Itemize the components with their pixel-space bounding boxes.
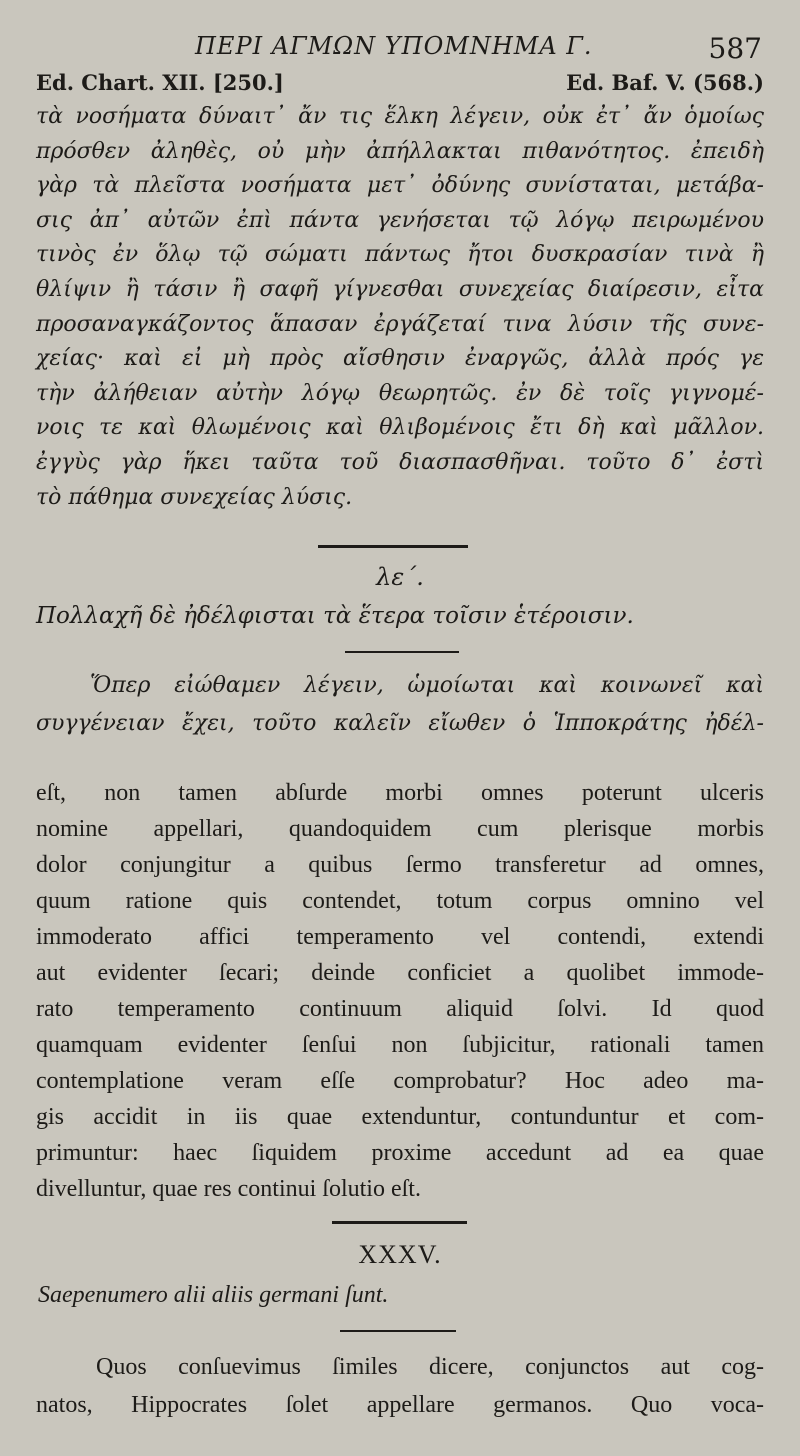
section-divider-rule (332, 1221, 467, 1224)
latin-text-line: gis accidit in iis quae extenduntur, contunduntur et com- (36, 1104, 764, 1130)
latin-commentary-line: Quos conſuevimus ſimiles dicere, conjunctos aut cog- (96, 1354, 764, 1380)
greek-commentary (36, 667, 764, 743)
greek-text-line: τὸ πάθημα συνεχείας λύσις. (36, 484, 353, 510)
running-head-title: ΠΕΡΙ ΑΓΜΩΝ ΥΠΟΜΝΗΜΑ Γ. (195, 32, 593, 60)
greek-text-line: πρόσθεν ἀληθὲς, οὐ μὴν ἀπήλλακται πιθανότητος. ἐπειδὴ (36, 138, 764, 164)
greek-commentary-line: συγγένειαν ἔχει, τοῦτο καλεῖν εἴωθεν ὁ Ἱπποκράτης ἠδέλ- (36, 711, 764, 736)
greek-text-line: τινὸς ἐν ὅλῳ τῷ σώματι πάντως ἤτοι δυσκρασίαν τινὰ ἢ (36, 242, 764, 268)
greek-commentary-line: Ὅπερ εἰώθαμεν λέγειν, ὡμοίωται καὶ κοινωνεῖ καὶ (90, 673, 764, 698)
latin-text-line: aut evidenter ſecari; deinde conficiet a quolibet immode- (36, 960, 764, 986)
page-number: 587 (708, 32, 762, 65)
edition-reference-line (36, 70, 764, 100)
edition-reference-basel: Ed. Baf. V. (568.) (566, 70, 764, 95)
latin-text-line: eſt, non tamen abſurde morbi omnes poterunt ulceris (36, 780, 764, 806)
greek-text-line: ἐγγὺς γὰρ ἥκει ταῦτα τοῦ διασπασθῆναι. τοῦτο δ᾽ ἐστὶ (36, 449, 764, 475)
greek-text-line: χείας· καὶ εἰ μὴ πρὸς αἴσθησιν ἐναργῶς, ἀλλὰ πρός γε (36, 346, 764, 372)
latin-text-line: primuntur: haec ſiquidem proxime accedunt ad ea quae (36, 1140, 764, 1166)
latin-text-line: quamquam evidenter ſenſui non ſubjicitur, rationali tamen (36, 1032, 764, 1058)
lemma-divider-rule (345, 651, 459, 653)
greek-text-line: προσαναγκάζοντος ἅπασαν ἐργάζεταί τινα λύσιν τῆς συνε- (36, 311, 764, 337)
edition-reference-chartier: Ed. Chart. XII. [250.] (36, 70, 284, 95)
latin-text-line: rato temperamento continuum aliquid ſolvi. Id quod (36, 996, 764, 1022)
greek-text-block (36, 100, 764, 515)
greek-lemma: Πολλαχῆ δὲ ἠδέλφισται τὰ ἕτερα τοῖσιν ἑτέροισιν. (36, 603, 634, 629)
section-divider-rule (318, 545, 468, 548)
latin-commentary (36, 1348, 764, 1424)
latin-text-block (36, 775, 764, 1207)
greek-text-line: σις ἀπ᾽ αὐτῶν ἐπὶ πάντα γενήσεται τῷ λόγῳ πειρωμένου (36, 207, 764, 233)
latin-text-line: contemplatione veram eſſe comprobatur? Hoc adeo ma- (36, 1068, 764, 1094)
greek-section-number: λε΄. (376, 563, 424, 591)
latin-lemma: Saepenumero alii aliis germani ſunt. (38, 1282, 389, 1308)
greek-text-line: τὴν ἀλήθειαν αὐτὴν λόγῳ θεωρητῶς. ἐν δὲ τοῖς γιγνομέ- (36, 380, 764, 406)
latin-section-number: XXXV. (358, 1240, 442, 1269)
running-head (0, 28, 800, 68)
latin-text-line: immoderato affici temperamento vel contendi, extendi (36, 924, 764, 950)
latin-text-line: divelluntur, quae res continui ſolutio eſt. (36, 1176, 421, 1202)
greek-text-line: νοις τε καὶ θλωμένοις καὶ θλιβομένοις ἔτι δὴ καὶ μᾶλλον. (36, 415, 764, 441)
lemma-divider-rule (340, 1330, 456, 1332)
greek-text-line: θλίψιν ἢ τάσιν ἢ σαφῆ γίγνεσθαι συνεχείας διαίρεσιν, εἶτα (36, 276, 764, 302)
greek-text-line: τὰ νοσήματα δύναιτ᾽ ἄν τις ἕλκη λέγειν, οὐκ ἐτ᾽ ἄν ὁμοίως (36, 104, 764, 129)
latin-text-line: quum ratione quis contendet, totum corpus omnino vel (36, 888, 764, 914)
latin-text-line: dolor conjungitur a quibus ſermo transferetur ad omnes, (36, 852, 764, 878)
latin-text-line: nomine appellari, quandoquidem cum plerisque morbis (36, 816, 764, 842)
greek-text-line: γὰρ τὰ πλεῖστα νοσήματα μετ᾽ ὀδύνης συνίσταται, μετάβα- (36, 173, 764, 199)
latin-commentary-line: natos, Hippocrates ſolet appellare germanos. Quo voca- (36, 1392, 764, 1418)
